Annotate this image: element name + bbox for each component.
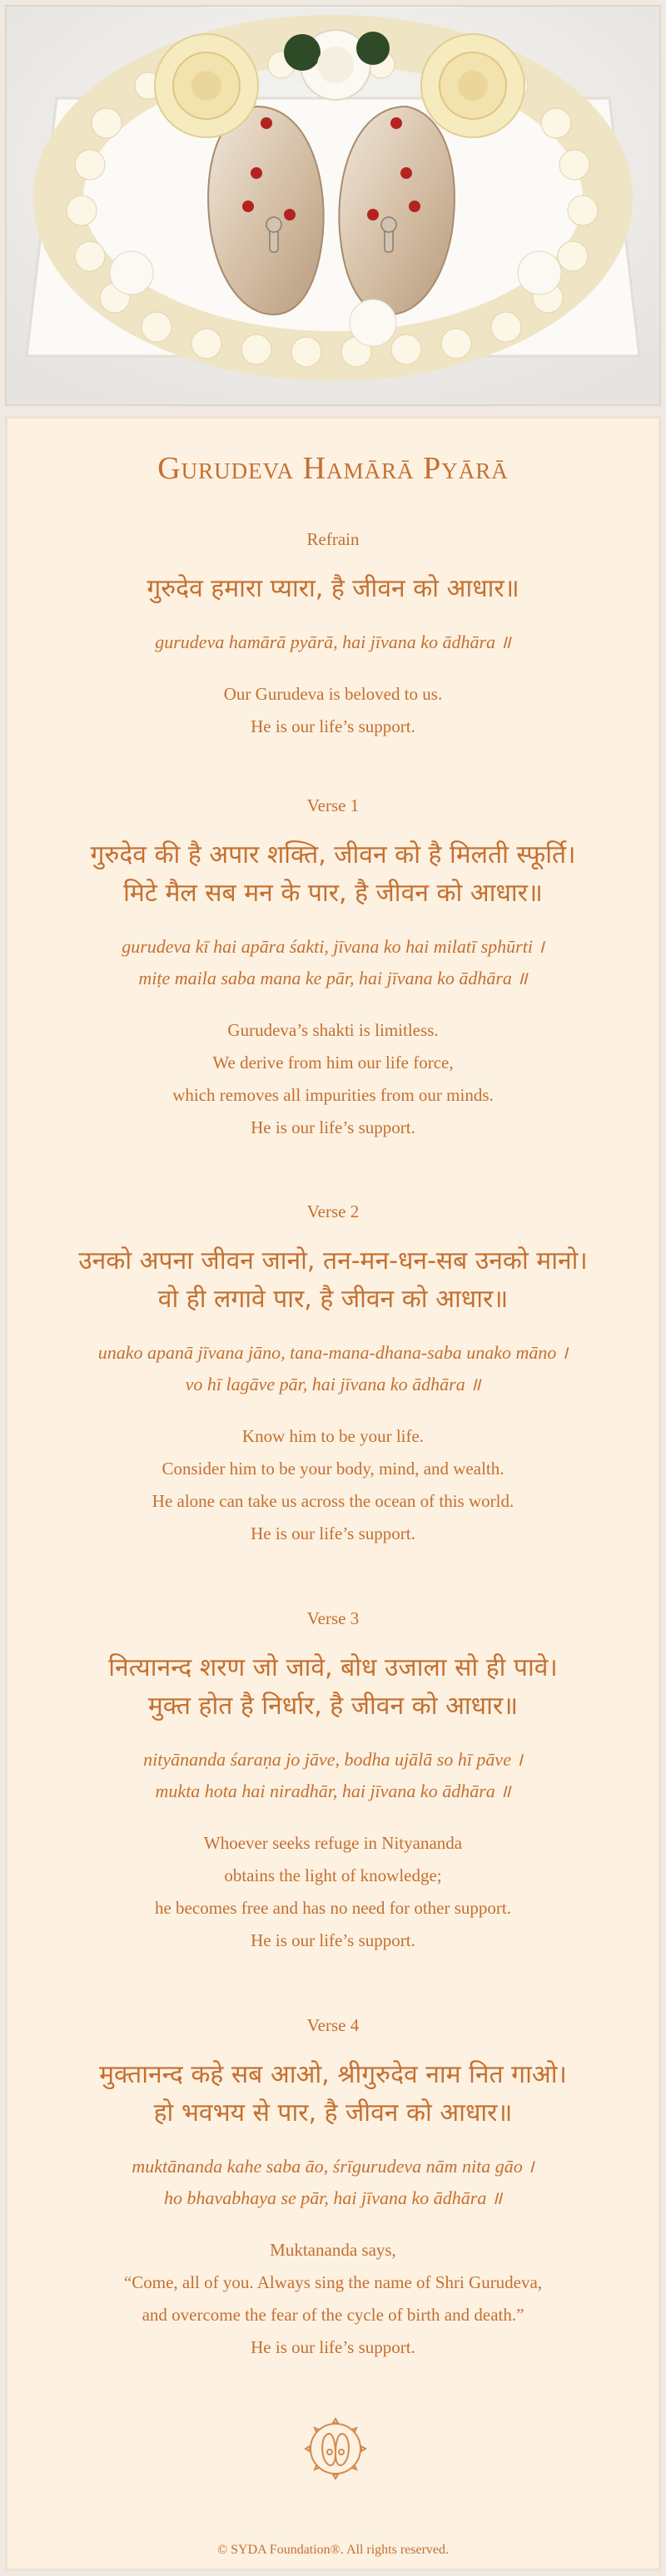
transliteration-line: ho bhavabhaya se pār, hai jīvana ko ādhāra ॥ (163, 2187, 503, 2208)
english-line: He is our life’s support. (251, 716, 415, 736)
english-line: he becomes free and has no need for other support. (154, 1898, 511, 1918)
devanagari-line: मुक्तानन्द कहे सब आओ, श्रीगुरुदेव नाम नित गाओ। (99, 2060, 567, 2089)
english-line: He is our life’s support. (251, 1930, 415, 1950)
page-title: Gurudeva Hamārā Pyārā (157, 451, 509, 486)
english-line: He is our life’s support. (251, 1523, 415, 1543)
transliteration-text (7, 1337, 659, 1400)
transliteration-line: gurudeva kī hai apāra śakti, jīvana ko hai milatī sphūrti । (122, 936, 544, 957)
transliteration-text (7, 2151, 659, 2214)
devanagari-line: नित्यानन्द शरण जो जावे, बोध उजाला सो ही पावे। (108, 1653, 558, 1682)
transliteration-line: muktānanda kahe saba āo, śrīgurudeva nām nita gāo । (132, 2156, 534, 2177)
devanagari-line: मुक्त होत है निर्धार, है जीवन को आधार॥ (147, 1692, 519, 1721)
transliteration-line: mukta hota hai niradhār, hai jīvana ko ādhāra ॥ (155, 1781, 511, 1801)
devanagari-line: मिटे मैल सब मन के पार, है जीवन को आधार॥ (123, 879, 543, 908)
section-heading: Refrain (306, 529, 360, 549)
devanagari-line: गुरुदेव हमारा प्यारा, है जीवन को आधार॥ (147, 574, 519, 603)
devanagari-line: उनको अपना जीवन जानो, तन-मन-धन-सब उनको मानो। (78, 1246, 588, 1276)
english-line: He is our life’s support. (251, 1117, 415, 1137)
section-verse-4 (7, 2013, 659, 2364)
section-verse-1 (7, 793, 659, 1144)
english-line: Know him to be your life. (241, 1426, 425, 1446)
english-line: Muktananda says, (270, 2240, 396, 2260)
english-translation (7, 678, 659, 743)
section-heading: Verse 2 (306, 1201, 360, 1221)
section-heading: Verse 4 (306, 2015, 360, 2035)
padukas-emblem-icon (301, 2414, 370, 2484)
devanagari-text (7, 2056, 659, 2133)
devanagari-text (7, 1242, 659, 1319)
section-verse-2 (7, 1199, 659, 1550)
section-heading: Verse 1 (306, 795, 360, 815)
devanagari-text (7, 836, 659, 913)
english-translation (7, 2234, 659, 2364)
devanagari-line: वो ही लगावे पार, है जीवन को आधार॥ (157, 1285, 509, 1314)
transliteration-line: vo hī lagāve pār, hai jīvana ko ādhāra ॥ (185, 1374, 481, 1395)
transliteration-line: miṭe maila saba mana ke pār, hai jīvana ko ādhāra ॥ (138, 968, 528, 988)
transliteration-line: unako apanā jīvana jāno, tana-mana-dhana-saba unako māno । (97, 1342, 569, 1363)
transliteration-text (7, 931, 659, 994)
transliteration-text (7, 1744, 659, 1807)
devanagari-line: हो भवभय से पार, है जीवन को आधार॥ (153, 2098, 513, 2128)
english-translation (7, 1827, 659, 1957)
english-translation (7, 1420, 659, 1550)
english-line: Consider him to be your body, mind, and wealth. (162, 1459, 504, 1479)
english-line: We derive from him our life force, (212, 1053, 454, 1073)
english-line: “Come, all of you. Always sing the name of Shri Gurudeva, (123, 2272, 543, 2292)
english-line: Gurudeva’s shakti is limitless. (227, 1020, 439, 1040)
transliteration-line: nityānanda śaraṇa jo jāve, bodha ujālā so hī pāve । (143, 1749, 523, 1770)
section-refrain (7, 527, 659, 743)
english-line: Our Gurudeva is beloved to us. (223, 684, 443, 704)
header-photo (5, 5, 661, 406)
copyright-footer: © SYDA Foundation®. All rights reserved. (216, 2543, 450, 2557)
devanagari-text (7, 570, 659, 608)
section-verse-3 (7, 1606, 659, 1957)
english-line: and overcome the fear of the cycle of birth and death.” (142, 2305, 524, 2325)
flower-garland-padukas-photo (7, 7, 659, 404)
devanagari-text (7, 1649, 659, 1726)
bhajan-panel (5, 416, 661, 2571)
section-heading: Verse 3 (306, 1608, 360, 1628)
transliteration-line: gurudeva hamārā pyārā, hai jīvana ko ādhāra ॥ (155, 632, 511, 652)
english-line: obtains the light of knowledge; (224, 1865, 442, 1885)
devanagari-line: गुरुदेव की है अपार शक्ति, जीवन को है मिलती स्फूर्ति। (90, 840, 576, 869)
english-line: which removes all impurities from our minds. (172, 1085, 494, 1105)
english-line: He is our life’s support. (251, 2337, 415, 2357)
transliteration-text (7, 627, 659, 658)
english-translation (7, 1014, 659, 1144)
english-line: He alone can take us across the ocean of this world. (152, 1491, 514, 1511)
english-line: Whoever seeks refuge in Nityananda (203, 1833, 463, 1853)
